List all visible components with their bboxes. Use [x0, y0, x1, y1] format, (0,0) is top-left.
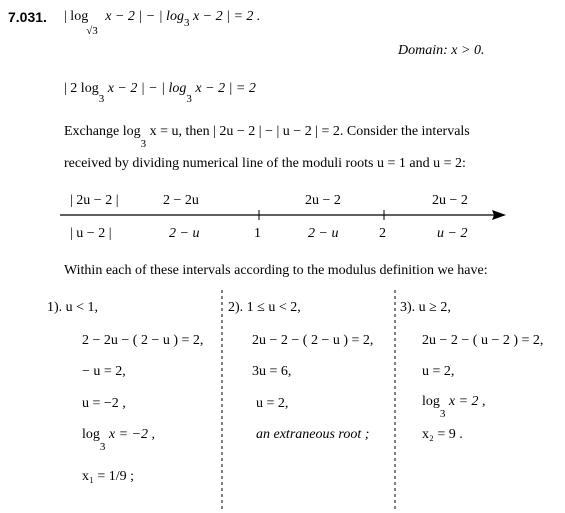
nl-top-0: | 2u − 2 |	[70, 193, 119, 208]
exchange-line2: received by dividing numerical line of the moduli roots u = 1 and u = 2:	[64, 156, 466, 171]
case2-line1: 2u − 2 − ( 2 − u ) = 2,	[252, 333, 374, 348]
nl-bottom-4: 2	[379, 226, 386, 241]
case3-line3	[422, 394, 486, 420]
case3-log: log	[422, 394, 440, 409]
case1-line2: − u = 2,	[82, 364, 126, 379]
step1-base2: 3	[186, 93, 192, 105]
case1-line1: 2 − 2u − ( 2 − u ) = 2,	[82, 333, 204, 348]
exchange-text-b: x = u, then | 2u − 2 | − | u − 2 | = 2. Consider the intervals	[149, 124, 470, 139]
case3-line4: x₂ = 9 .	[422, 427, 463, 442]
nl-top-1: 2 − 2u	[163, 193, 199, 208]
nl-bottom-5: u − 2	[437, 226, 468, 241]
step1-part3: x − 2 | = 2	[195, 81, 256, 96]
problem-number: 7.031.	[8, 9, 47, 25]
case3-log-base: 3	[439, 408, 446, 420]
step1-part1: | 2 log	[64, 81, 99, 96]
case3-log-rhs: x = 2 ,	[448, 394, 486, 409]
eq-base1: √3	[86, 25, 98, 37]
nl-bottom-1: 2 − u	[169, 226, 200, 241]
domain-label: Domain:	[398, 43, 448, 58]
case1-line3: u = −2 ,	[82, 396, 126, 411]
domain-value: x > 0.	[451, 43, 485, 58]
case3-line2: u = 2,	[422, 364, 455, 379]
step1-base1: 3	[98, 93, 105, 105]
case3-line1: 2u − 2 − ( u − 2 ) = 2,	[422, 333, 544, 348]
case1-line4	[82, 427, 155, 453]
step1-part2: x − 2 | − | log	[107, 81, 187, 96]
eq-base2: 3	[183, 17, 190, 29]
case1-log-rhs: x = −2 ,	[108, 427, 155, 442]
eq-part1: | log	[64, 9, 89, 24]
exchange-base: 3	[140, 138, 147, 150]
nl-top-3: 2u − 2	[432, 193, 468, 208]
case2-head: 2). 1 ≤ u < 2,	[228, 300, 301, 315]
case1-line5: x₁ = 1/9 ;	[82, 469, 135, 484]
eq-part2: x − 2 | − | log	[105, 9, 184, 24]
case1-head: 1). u < 1,	[47, 300, 99, 315]
nl-top-2: 2u − 2	[305, 193, 341, 208]
case3-head: 3). u ≥ 2,	[400, 300, 451, 315]
eq-part3: x − 2 | = 2 .	[192, 9, 261, 24]
case1-log-base: 3	[99, 441, 106, 453]
nl-bottom-0: | u − 2 |	[70, 226, 112, 241]
case2-line2: 3u = 6,	[252, 364, 292, 379]
nl-bottom-2: 1	[254, 226, 261, 241]
number-line-arrow	[492, 210, 506, 220]
nl-bottom-3: 2 − u	[308, 226, 339, 241]
exchange-text-a: Exchange log	[64, 124, 141, 139]
case2-line4: an extraneous root ;	[256, 427, 370, 442]
within-text: Within each of these intervals according to the modulus definition we have:	[64, 263, 488, 278]
case1-log: log	[82, 427, 100, 442]
case2-line3: u = 2,	[256, 396, 289, 411]
